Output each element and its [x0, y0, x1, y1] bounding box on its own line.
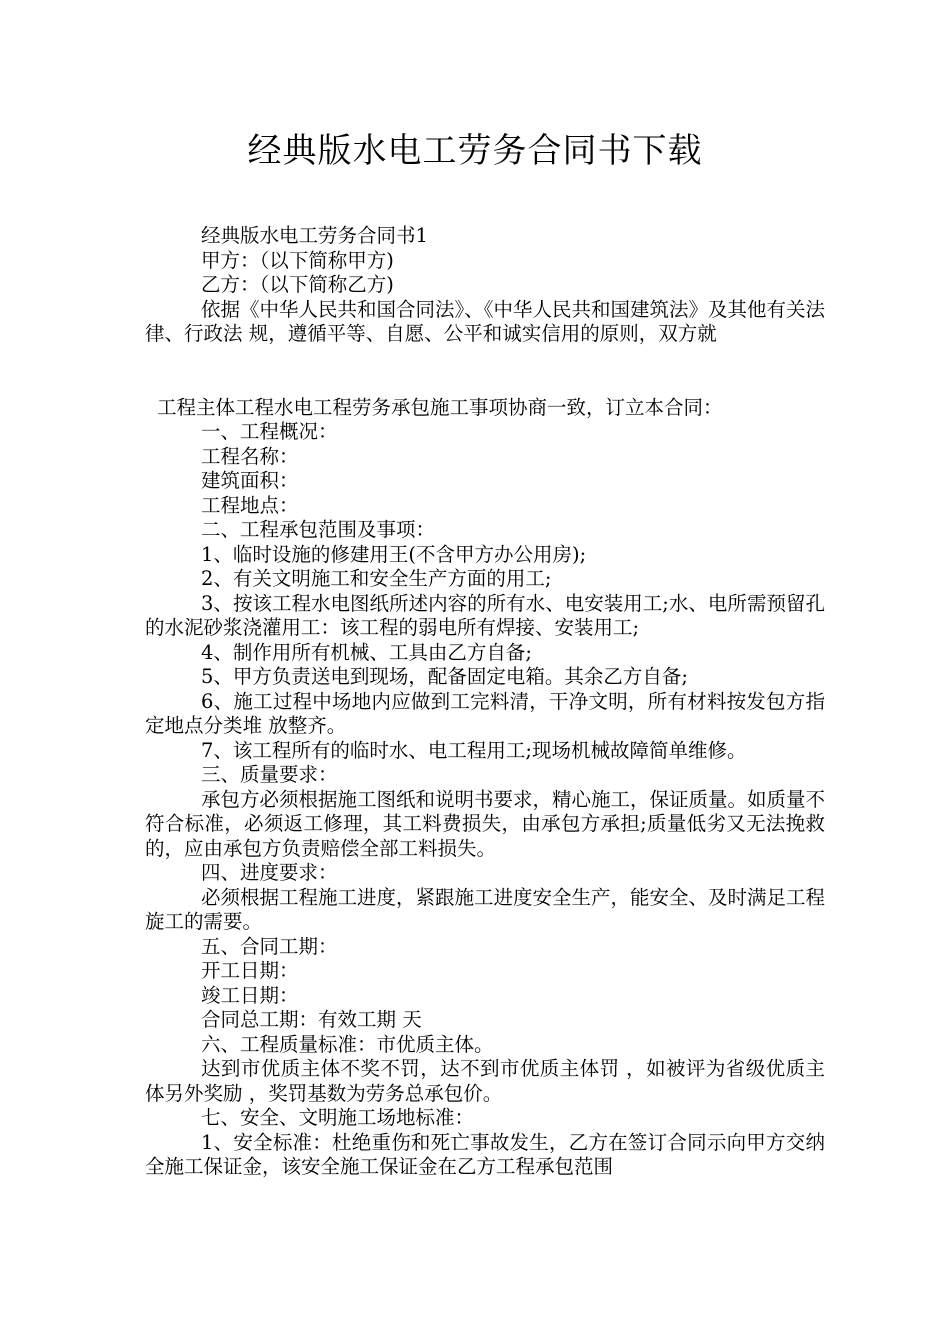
total-duration-field: 合同总工期：有效工期 天	[201, 1008, 422, 1031]
safety-standard-paragraph: 1、安全标准：杜绝重伤和死亡事故发生，乙方在签订合同示向甲方交纳全施工保证金，该安全施工保证金在乙方工程承包范围	[145, 1130, 825, 1178]
scope-item-7: 7、该工程所有的临时水、电工程用工;现场机械故障简单维修。	[201, 738, 747, 762]
document-title: 经典版水电工劳务合同书下载	[247, 131, 703, 171]
section-heading-7: 七、安全、文明施工场地标准：	[201, 1106, 475, 1129]
party-a-line: 甲方：（以下简称甲方)	[201, 248, 394, 272]
section-heading-1: 一、工程概况：	[201, 420, 338, 443]
section-heading-3: 三、质量要求：	[201, 763, 338, 786]
completion-date-field: 竣工日期：	[201, 983, 299, 1007]
scope-item-6: 6、施工过程中场地内应做到工完料清，干净文明，所有材料按发包方指定地点分类堆 放整齐。	[145, 689, 825, 737]
scope-item-1: 1、临时设施的修建用王(不含甲方办公用房);	[201, 542, 587, 566]
section-heading-5: 五、合同工期：	[201, 934, 338, 958]
schedule-paragraph: 必须根据工程施工进度，紧跟施工进度安全生产，能安全、及时满足工程旋工的需要。	[145, 885, 826, 933]
preamble-paragraph: 依据《中华人民共和国合同法》、《中华人民共和国建筑法》及其他有关法律、行政法 规，遵循平等、自愿、公平和诚实信用的原则，双方就	[145, 297, 826, 345]
document-body	[145, 224, 825, 1180]
section-heading-2: 二、工程承包范围及事项：	[201, 518, 436, 541]
preamble-continuation: 工程主体工程水电工程劳务承包施工事项协商一致，订立本合同：	[157, 395, 723, 419]
project-name-field: 工程名称：	[201, 444, 299, 468]
building-area-field: 建筑面积：	[201, 469, 299, 492]
scope-item-4: 4、制作用所有机械、工具由乙方自备;	[201, 640, 532, 664]
start-date-field: 开工日期：	[201, 959, 299, 982]
party-b-line: 乙方：（以下简称乙方)	[201, 273, 394, 296]
section-heading-6: 六、工程质量标准：市优质主体。	[201, 1032, 494, 1056]
paragraph-spacer	[145, 347, 825, 396]
section-heading-4: 四、进度要求：	[201, 861, 338, 884]
reward-penalty-paragraph: 达到市优质主体不奖不罚，达不到市优质主体罚 ，如被评为省级优质主体另外奖励 ，奖罚基数为劳务总承包价。	[145, 1057, 825, 1105]
project-location-field: 工程地点：	[201, 493, 299, 517]
contract-subtitle: 经典版水电工劳务合同书1	[201, 224, 428, 247]
scope-item-2: 2、有关文明施工和安全生产方面的用工;	[201, 567, 552, 590]
scope-item-5: 5、甲方负责送电到现场，配备固定电箱。其余乙方自备;	[201, 665, 688, 688]
scope-item-3: 3、按该工程水电图纸所述内容的所有水、电安装用工;水、电所需预留孔的水泥砂浆浇灌用工：该工程的弱电所有焊接、安装用工;	[145, 591, 825, 639]
quality-paragraph: 承包方必须根据施工图纸和说明书要求，精心施工，保证质量。如质量不符合标准，必须返工修理，其工料费损失，由承包方承担;质量低劣又无法挽救的，应由承包方负责赔偿全部工料损失。	[145, 787, 826, 860]
